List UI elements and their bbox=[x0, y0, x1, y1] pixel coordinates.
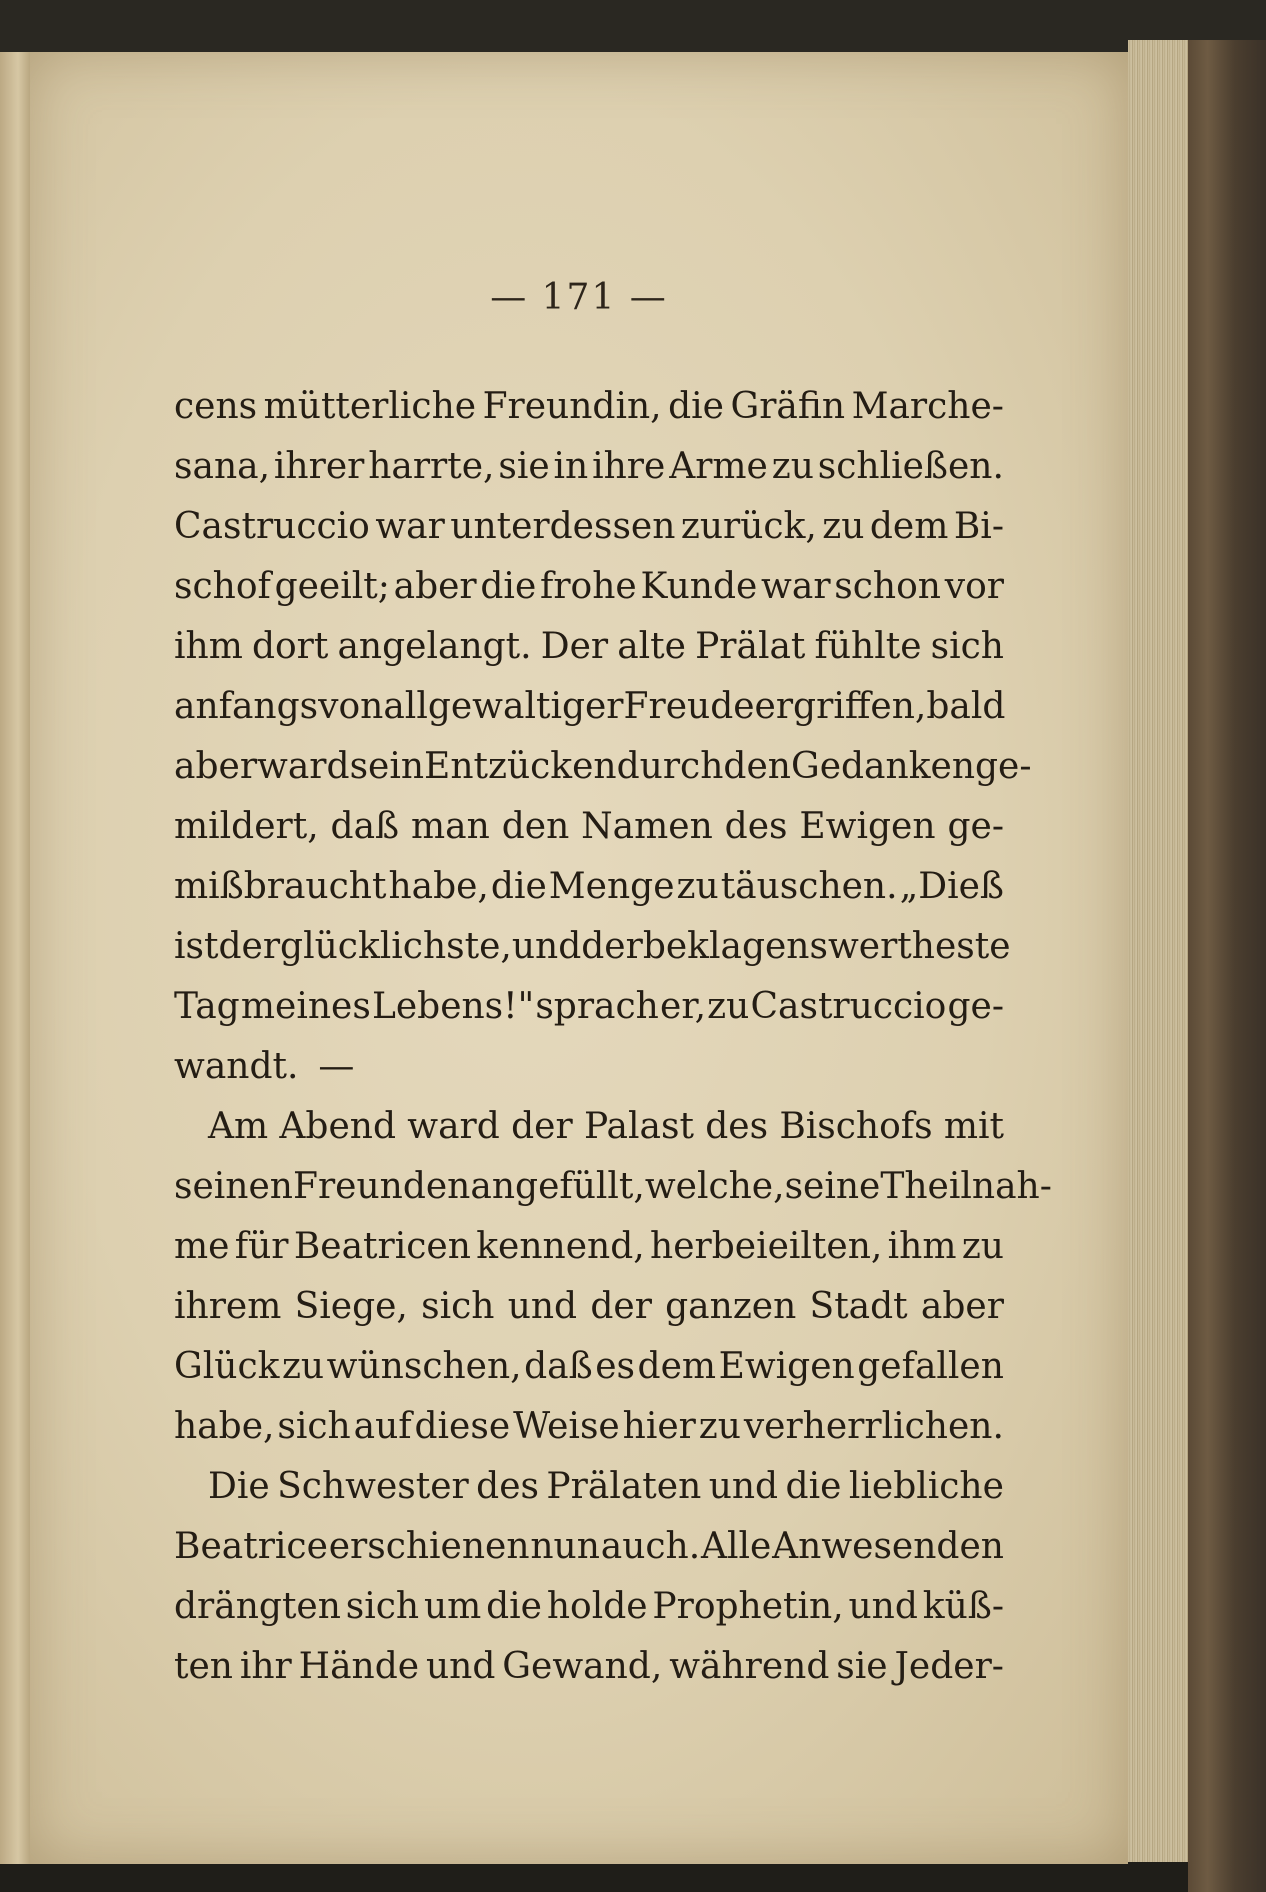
page-stack-edge bbox=[1128, 40, 1188, 1862]
text-line: sana, ihrer harrte, sie in ihre Arme zu schließen. bbox=[174, 446, 1004, 487]
text-line: Glück zu wünschen, daß es dem Ewigen gefallen bbox=[174, 1346, 1004, 1387]
text-line: habe, sich auf diese Weise hier zu verherrlichen. bbox=[174, 1406, 1004, 1447]
text-line: ihm dort angelangt. Der alte Prälat fühlte sich bbox=[174, 626, 1004, 667]
text-line: ihrem Siege, sich und der ganzen Stadt aber bbox=[174, 1286, 1004, 1327]
text-line: wandt. — bbox=[174, 1046, 355, 1087]
text-line: Tag meines Lebens!" sprach er, zu Castruccio ge- bbox=[174, 986, 1004, 1027]
text-line: schof geeilt; aber die frohe Kunde war schon vor bbox=[174, 566, 1004, 607]
text-line: aber ward sein Entzücken durch den Gedanken ge- bbox=[174, 746, 1032, 787]
text-line: seinen Freunden angefüllt, welche, seine Theilnah- bbox=[174, 1166, 1052, 1207]
text-line: anfangs von allgewaltiger Freude ergriffen, bald bbox=[174, 686, 1006, 727]
text-line: me für Beatricen kennend, herbeieilten, ihm zu bbox=[174, 1226, 1004, 1267]
text-line: Die Schwester des Prälaten und die liebliche bbox=[208, 1466, 1004, 1507]
text-line: mißbraucht habe, die Menge zu täuschen. „Dieß bbox=[174, 866, 1004, 907]
book-page bbox=[30, 52, 1128, 1864]
text-line: drängten sich um die holde Prophetin, und küß- bbox=[174, 1586, 1004, 1627]
text-line: Am Abend ward der Palast des Bischofs mit bbox=[208, 1106, 1004, 1147]
text-line: ist der glücklichste, und der beklagenswertheste bbox=[174, 926, 1011, 967]
page-body bbox=[174, 377, 1052, 1697]
text-line: Castruccio war unterdessen zurück, zu dem Bi- bbox=[174, 506, 1004, 547]
text-line: cens mütterliche Freundin, die Gräfin Marche- bbox=[174, 386, 1004, 427]
text-line: Beatrice erschienen nun auch. Alle Anwesenden bbox=[174, 1526, 1004, 1567]
text-line: ten ihr Hände und Gewand, während sie Jeder- bbox=[174, 1646, 1004, 1687]
previous-page-edge bbox=[0, 52, 32, 1864]
page-number: — 171 — bbox=[490, 277, 668, 318]
book-cover-edge bbox=[1188, 40, 1266, 1892]
text-line: mildert, daß man den Namen des Ewigen ge- bbox=[174, 806, 1004, 847]
